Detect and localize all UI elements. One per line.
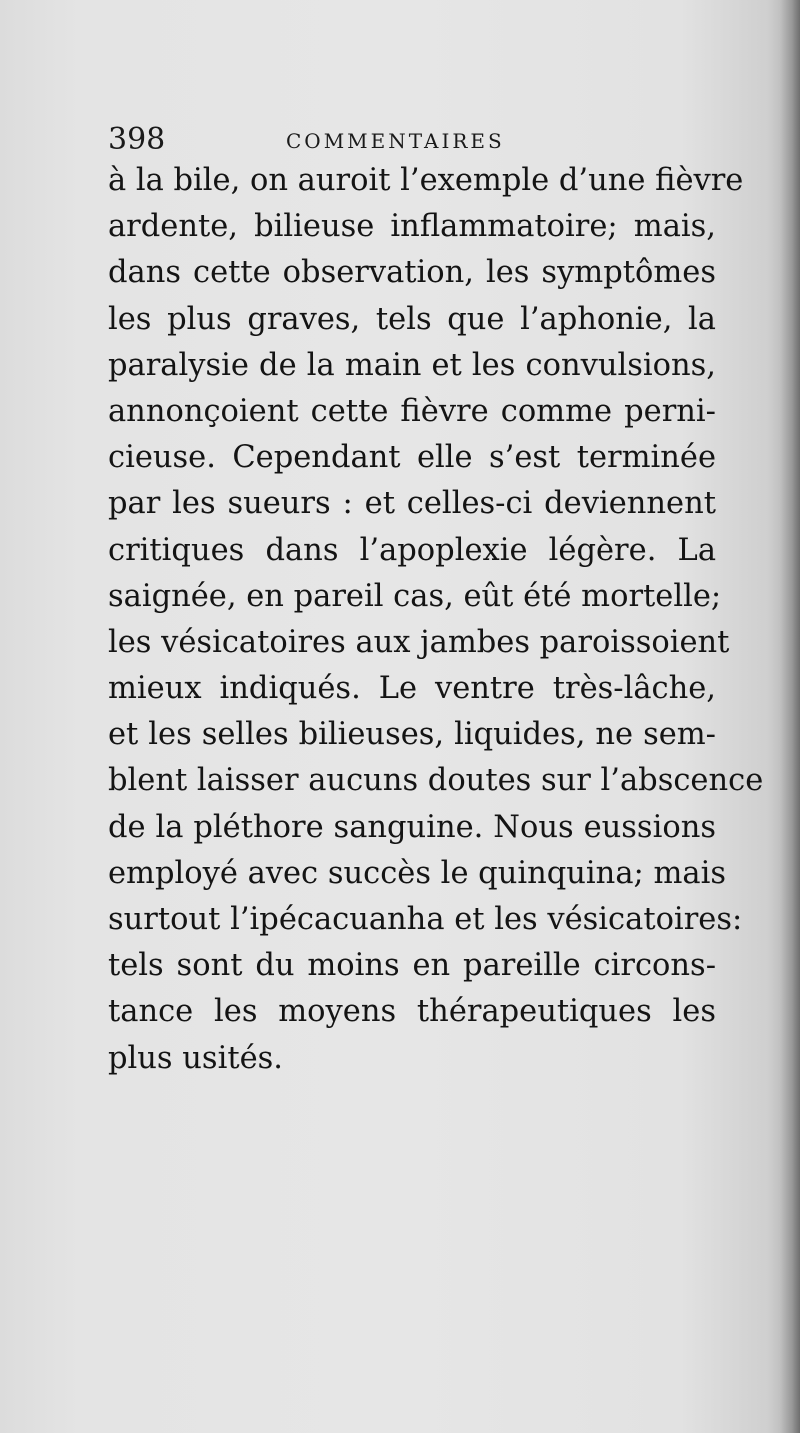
text-line: surtout l’ipécacuanha et les vésicatoires: [108,902,743,937]
text-line: et les selles bilieuses, liquides, ne sem- [108,717,716,753]
text-line: mieux indiqués. Le ventre très-lâche, [108,671,716,707]
page-edge-shadow [780,0,800,1433]
text-line: employé avec succès le quinquina; mais [108,855,726,891]
text-line: les plus graves, tels que l’aphonie, la [108,301,716,337]
text-line: les vésicatoires aux jambes paroissoient [108,624,730,660]
text-line: tance les moyens thérapeutiques les [108,994,716,1030]
text-line: critiques dans l’apoplexie légère. La [108,532,716,568]
text-line: cieuse. Cependant elle s’est terminée [108,440,716,476]
text-line: tels sont du moins en pareille circons- [108,948,716,984]
text-line: annonçoient cette fièvre comme perni- [108,393,716,429]
running-head: COMMENTAIRES [286,129,505,153]
text-line: à la bile, on auroit l’exemple d’une fièvre [108,163,744,198]
text-line: saignée, en pareil cas, eût été mortelle; [108,578,722,614]
page-header [108,122,728,162]
text-line: plus usités. [108,1040,283,1076]
text-line: blent laisser aucuns doutes sur l’abscence [108,763,764,799]
text-line: ardente, bilieuse inflammatoire; mais, [108,209,716,245]
text-line: par les sueurs : et celles-ci deviennent [108,486,716,522]
text-line: de la pléthore sanguine. Nous eussions [108,809,716,845]
text-line: paralysie de la main et les convulsions, [108,347,716,383]
body-text [108,158,764,1082]
text-line: dans cette observation, les symptômes [108,255,716,291]
page-number: 398 [108,122,166,157]
